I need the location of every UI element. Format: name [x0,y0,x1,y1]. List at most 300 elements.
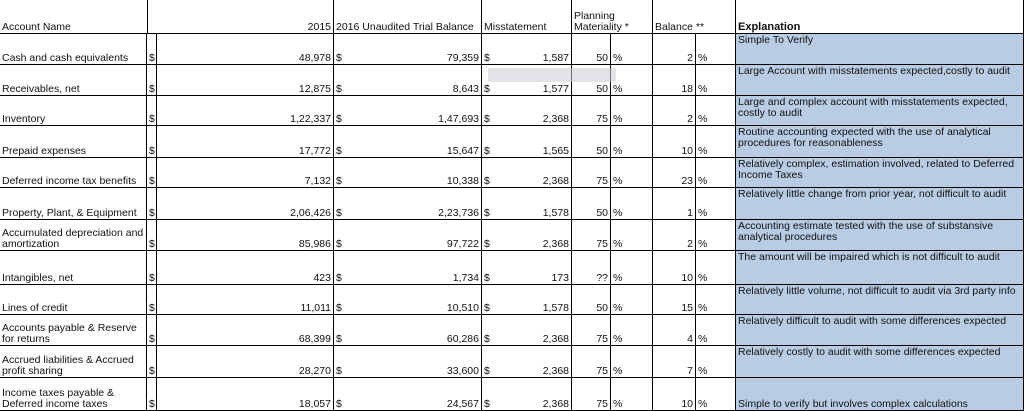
cell-d2[interactable] [334,315,344,346]
cell-y2015-text: 17,772 [298,145,331,157]
cell-y2015[interactable] [157,34,334,65]
cell-pct2-text: % [698,145,708,157]
cell-expl[interactable] [736,34,1024,65]
cell-pm[interactable] [572,251,611,285]
cell-d1[interactable] [147,378,157,411]
cell-d1-text: $ [149,52,155,64]
cell-pct1-text: % [613,83,623,95]
cell-tb[interactable] [344,126,482,158]
cell-pct1[interactable] [611,251,653,285]
cell-account[interactable] [0,251,147,285]
cell-tb[interactable] [344,220,482,251]
cell-pm-text: 75 [596,365,608,377]
cell-pct1-text: % [613,145,623,157]
cell-pm-text: 50 [596,302,608,314]
cell-tb[interactable] [344,285,482,315]
cell-tb-text: 2,23,736 [438,207,479,219]
cell-bal[interactable] [653,34,696,65]
cell-account-text: Accrued liabilities & Accrued profit sharing [2,354,134,377]
cell-expl[interactable] [736,65,1024,96]
cell-pm-text: 50 [596,207,608,219]
cell-expl[interactable] [736,346,1024,378]
cell-mis-text: 1,587 [542,52,569,64]
cell-pct2-text: % [698,52,708,64]
cell-pct2-text: % [698,83,708,95]
cell-y2015[interactable] [157,65,334,96]
cell-mis[interactable] [492,188,572,220]
cell-bal-text: 10 [681,398,693,410]
cell-pct1-text: % [613,398,623,410]
cell-pct1-text: % [613,302,623,314]
cell-account[interactable] [0,285,147,315]
cell-d2-text: $ [336,302,342,314]
cell-d3-text: $ [484,207,490,219]
cell-bal[interactable] [653,378,696,411]
cell-d2[interactable] [334,65,344,96]
cell-account-text: Income taxes payable & Deferred income taxes [2,387,115,410]
cell-bal-text: 18 [681,83,693,95]
cell-bal[interactable] [653,126,696,158]
header-trial-balance [334,0,482,34]
cell-bal-text: 7 [687,365,693,377]
cell-expl-text: Large Account with misstatements expected,costly to audit [738,65,1010,77]
cell-d1-text: $ [149,365,155,377]
header-account-name [0,0,148,34]
cell-d2[interactable] [334,285,344,315]
cell-pct1[interactable] [611,315,653,346]
cell-tb-text: 97,722 [446,238,479,250]
cell-mis[interactable] [492,346,572,378]
cell-tb-text: 33,600 [446,365,479,377]
cell-d3[interactable] [482,96,492,126]
cell-y2015-text: 423 [313,272,331,284]
header-planning-materiality-text: Planning Materiality * [574,10,629,33]
cell-bal[interactable] [653,251,696,285]
cell-d2-text: $ [336,175,342,187]
cell-d1-text: $ [149,145,155,157]
cell-y2015-text: 1,22,337 [290,113,331,125]
cell-mis-text: 1,565 [542,145,569,157]
cell-pct1[interactable] [611,158,653,188]
cell-d2[interactable] [334,188,344,220]
cell-tb[interactable] [344,315,482,346]
cell-y2015[interactable] [157,251,334,285]
cell-expl-text: Simple To Verify [738,34,814,46]
cell-account[interactable] [0,315,147,346]
cell-mis[interactable] [492,315,572,346]
header-explanation-text: Explanation [738,21,801,33]
header-trial-balance-text: 2016 Unaudited Trial Balance [336,21,474,33]
cell-mis-text: 2,368 [542,365,569,377]
cell-pm[interactable] [572,346,611,378]
cell-d3-text: $ [484,52,490,64]
cell-pm-text: 75 [596,238,608,250]
cell-account[interactable] [0,158,147,188]
cell-expl-text: Relatively little volume, not difficult to audit via 3rd party info [738,285,1016,297]
cell-d3[interactable] [482,188,492,220]
cell-bal-text: 2 [687,52,693,64]
cell-pct2[interactable] [696,315,736,346]
cell-y2015-text: 18,057 [298,398,331,410]
cell-tb-text: 60,286 [446,333,479,345]
cell-y2015-text: 7,132 [304,175,331,187]
cell-d3-text: $ [484,83,490,95]
header-2015-text: 2015 [307,21,331,33]
cell-d3-text: $ [484,175,490,187]
cell-d3[interactable] [482,251,492,285]
cell-pct2-text: % [698,207,708,219]
cell-d2[interactable] [334,346,344,378]
cell-d3-text: $ [484,302,490,314]
cell-account-text: Receivables, net [2,83,80,95]
cell-d3[interactable] [482,34,492,65]
cell-d1[interactable] [147,315,157,346]
cell-mis-text: 1,577 [542,83,569,95]
cell-pct1-text: % [613,238,623,250]
cell-y2015[interactable] [157,378,334,411]
cell-account[interactable] [0,378,147,411]
cell-bal-text: 4 [687,333,693,345]
header-balance [653,0,736,34]
cell-expl[interactable] [736,158,1024,188]
cell-d2[interactable] [334,96,344,126]
cell-y2015[interactable] [157,188,334,220]
cell-d3-text: $ [484,272,490,284]
cell-d1[interactable] [147,251,157,285]
cell-tb[interactable] [344,158,482,188]
cell-d3[interactable] [482,285,492,315]
cell-bal[interactable] [653,188,696,220]
header-planning-materiality [572,0,653,34]
cell-tb-text: 1,734 [452,272,479,284]
cell-bal-text: 15 [681,302,693,314]
cell-bal[interactable] [653,158,696,188]
cell-d1-text: $ [149,333,155,345]
cell-bal-text: 2 [687,238,693,250]
cell-mis[interactable] [492,96,572,126]
cell-d3[interactable] [482,158,492,188]
cell-d1[interactable] [147,346,157,378]
cell-expl[interactable] [736,96,1024,126]
cell-bal[interactable] [653,65,696,96]
cell-d1[interactable] [147,188,157,220]
cell-y2015-text: 2,06,426 [290,207,331,219]
cell-tb[interactable] [344,188,482,220]
cell-account[interactable] [0,96,147,126]
hover-tooltip [488,68,616,82]
cell-account[interactable] [0,126,147,158]
cell-tb[interactable] [344,34,482,65]
cell-d2[interactable] [334,378,344,411]
cell-y2015-text: 12,875 [298,83,331,95]
cell-pct1[interactable] [611,126,653,158]
cell-tb-text: 79,359 [446,52,479,64]
cell-expl-text: Large and complex account with misstatements expected, costly to audit [738,96,1008,119]
cell-pct2[interactable] [696,34,736,65]
cell-d3[interactable] [482,346,492,378]
cell-pm-text: 75 [596,113,608,125]
cell-pm-text: 75 [596,398,608,410]
cell-pm[interactable] [572,96,611,126]
cell-account-text: Property, Plant, & Equipment [2,207,137,219]
cell-y2015[interactable] [157,96,334,126]
cell-pm[interactable] [572,285,611,315]
cell-pct2-text: % [698,302,708,314]
cell-d2-text: $ [336,207,342,219]
cell-pct2-text: % [698,113,708,125]
cell-tb-text: 24,567 [446,398,479,410]
cell-pct2[interactable] [696,285,736,315]
cell-expl-text: Accounting estimate tested with the use of substansive analytical procedures [738,220,994,243]
header-explanation [736,0,1024,34]
header-misstatement [482,0,572,34]
cell-d2-text: $ [336,113,342,125]
cell-d1[interactable] [147,158,157,188]
cell-expl-text: Relatively little change from prior year, not difficult to audit [738,188,1007,200]
cell-pct2-text: % [698,398,708,410]
cell-y2015[interactable] [157,315,334,346]
cell-bal-text: 10 [681,145,693,157]
cell-pct2-text: % [698,175,708,187]
cell-mis-text: 173 [551,272,569,284]
cell-pct1[interactable] [611,220,653,251]
cell-pct1-text: % [613,207,623,219]
cell-bal-text: 23 [681,175,693,187]
cell-expl[interactable] [736,220,1024,251]
cell-pct2[interactable] [696,65,736,96]
cell-mis-text: 1,578 [542,302,569,314]
cell-account-text: Prepaid expenses [2,145,87,157]
cell-pct1[interactable] [611,346,653,378]
cell-tb[interactable] [344,96,482,126]
header-misstatement-text: Misstatement [484,21,547,33]
cell-account-text: Accumulated depreciation and amortization [2,227,144,250]
cell-pct1[interactable] [611,378,653,411]
cell-pm-text: ?? [596,272,608,284]
cell-pm-text: 50 [596,145,608,157]
cell-d3-text: $ [484,238,490,250]
cell-d2-text: $ [336,333,342,345]
cell-mis-text: 2,368 [542,333,569,345]
cell-pct2[interactable] [696,96,736,126]
cell-pct1[interactable] [611,285,653,315]
cell-mis[interactable] [492,285,572,315]
cell-pm[interactable] [572,220,611,251]
cell-d1-text: $ [149,302,155,314]
cell-account-text: Inventory [2,113,46,125]
cell-account[interactable] [0,220,147,251]
cell-d3[interactable] [482,378,492,411]
cell-pm-text: 75 [596,333,608,345]
cell-pm[interactable] [572,158,611,188]
cell-y2015-text: 68,399 [298,333,331,345]
cell-pct2[interactable] [696,188,736,220]
cell-account-text: Intangibles, net [2,272,74,284]
cell-d1-text: $ [149,83,155,95]
cell-mis-text: 2,368 [542,238,569,250]
cell-pct2-text: % [698,333,708,345]
cell-expl[interactable] [736,378,1024,411]
cell-d1[interactable] [147,285,157,315]
cell-tb[interactable] [344,251,482,285]
cell-mis-text: 2,368 [542,175,569,187]
cell-mis[interactable] [492,34,572,65]
cell-expl-text: The amount will be impaired which is not difficult to audit [738,251,1000,263]
header-account-name-text: Account Name [2,21,71,33]
cell-mis[interactable] [492,126,572,158]
cell-bal-text: 1 [687,207,693,219]
cell-d3-text: $ [484,333,490,345]
cell-account-text: Cash and cash equivalents [2,52,129,64]
cell-pct2[interactable] [696,158,736,188]
cell-pm-text: 50 [596,83,608,95]
cell-d1[interactable] [147,220,157,251]
cell-d1-text: $ [149,113,155,125]
cell-bal[interactable] [653,96,696,126]
cell-y2015[interactable] [157,158,334,188]
cell-expl-text: Simple to verify but involves complex calculations [738,398,968,410]
cell-y2015[interactable] [157,220,334,251]
cell-d2-text: $ [336,365,342,377]
cell-d2-text: $ [336,238,342,250]
cell-account[interactable] [0,34,147,65]
cell-pct2[interactable] [696,126,736,158]
cell-d2-text: $ [336,83,342,95]
header-balance-text: Balance ** [655,21,705,33]
cell-tb[interactable] [344,346,482,378]
cell-tb-text: 15,647 [446,145,479,157]
cell-pm-text: 50 [596,52,608,64]
cell-d3-text: $ [484,398,490,410]
cell-pct1[interactable] [611,65,653,96]
cell-account-text: Lines of credit [2,302,68,314]
cell-tb[interactable] [344,65,482,96]
cell-account[interactable] [0,188,147,220]
cell-bal[interactable] [653,285,696,315]
cell-mis-text: 1,578 [542,207,569,219]
cell-account-text: Accounts payable & Reserve for returns [2,322,137,345]
cell-expl[interactable] [736,251,1024,285]
cell-expl-text: Relatively complex, estimation involved, related to Deferred Income Taxes [738,158,1015,181]
cell-d2[interactable] [334,34,344,65]
cell-pct1[interactable] [611,188,653,220]
cell-pct1-text: % [613,365,623,377]
cell-pct2-text: % [698,365,708,377]
cell-pct1[interactable] [611,34,653,65]
cell-mis[interactable] [492,220,572,251]
cell-d3-text: $ [484,145,490,157]
cell-pm-text: 75 [596,175,608,187]
cell-d2[interactable] [334,158,344,188]
cell-pm[interactable] [572,315,611,346]
cell-d2[interactable] [334,126,344,158]
cell-d1-text: $ [149,272,155,284]
cell-d1[interactable] [147,96,157,126]
cell-pm[interactable] [572,34,611,65]
cell-expl-text: Relatively difficult to audit with some differences expected [738,315,1007,327]
cell-pm[interactable] [572,378,611,411]
cell-d3-text: $ [484,365,490,377]
cell-d1[interactable] [147,126,157,158]
cell-d3[interactable] [482,220,492,251]
cell-pm[interactable] [572,188,611,220]
cell-d2[interactable] [334,220,344,251]
cell-d3-text: $ [484,113,490,125]
cell-y2015-text: 28,270 [298,365,331,377]
cell-pct1-text: % [613,175,623,187]
cell-d2-text: $ [336,145,342,157]
cell-d2-text: $ [336,272,342,284]
cell-pct1-text: % [613,52,623,64]
cell-d2-text: $ [336,398,342,410]
cell-mis[interactable] [492,251,572,285]
cell-y2015-text: 85,986 [298,238,331,250]
cell-pm[interactable] [572,126,611,158]
cell-bal[interactable] [653,346,696,378]
cell-tb-text: 8,643 [452,83,479,95]
cell-expl-text: Relatively costly to audit with some differences expected [738,346,1001,358]
cell-tb-text: 10,510 [446,302,479,314]
cell-bal-text: 2 [687,113,693,125]
cell-expl[interactable] [736,285,1024,315]
cell-y2015[interactable] [157,285,334,315]
cell-mis[interactable] [492,158,572,188]
cell-tb-text: 1,47,693 [438,113,479,125]
cell-y2015[interactable] [157,346,334,378]
cell-d1-text: $ [149,207,155,219]
cell-expl-text: Routine accounting expected with the use of analytical procedures for reasonableness [738,126,991,149]
cell-pct1[interactable] [611,96,653,126]
cell-account-text: Deferred income tax benefits [2,175,137,187]
cell-pct1-text: % [613,113,623,125]
cell-y2015-text: 48,978 [298,52,331,64]
cell-d1[interactable] [147,65,157,96]
cell-pct2-text: % [698,272,708,284]
cell-bal[interactable] [653,315,696,346]
cell-y2015[interactable] [157,126,334,158]
cell-tb-text: 10,338 [446,175,479,187]
cell-expl[interactable] [736,188,1024,220]
cell-d3[interactable] [482,315,492,346]
cell-pct2[interactable] [696,346,736,378]
cell-d1-text: $ [149,238,155,250]
cell-pct2[interactable] [696,378,736,411]
cell-mis-text: 2,368 [542,113,569,125]
cell-expl[interactable] [736,126,1024,158]
header-2015 [148,0,334,34]
cell-account[interactable] [0,65,147,96]
cell-pct2[interactable] [696,220,736,251]
cell-bal[interactable] [653,220,696,251]
cell-pct1-text: % [613,333,623,345]
cell-pct2[interactable] [696,251,736,285]
cell-bal-text: 10 [681,272,693,284]
cell-mis-text: 2,368 [542,398,569,410]
cell-y2015-text: 11,011 [300,302,331,314]
cell-d3[interactable] [482,126,492,158]
cell-pct2-text: % [698,238,708,250]
cell-d1[interactable] [147,34,157,65]
cell-d2[interactable] [334,251,344,285]
cell-expl[interactable] [736,315,1024,346]
cell-mis[interactable] [492,378,572,411]
cell-pct1-text: % [613,272,623,284]
cell-d1-text: $ [149,175,155,187]
cell-d2-text: $ [336,52,342,64]
cell-d1-text: $ [149,398,155,410]
cell-tb[interactable] [344,378,482,411]
cell-account[interactable] [0,346,147,378]
